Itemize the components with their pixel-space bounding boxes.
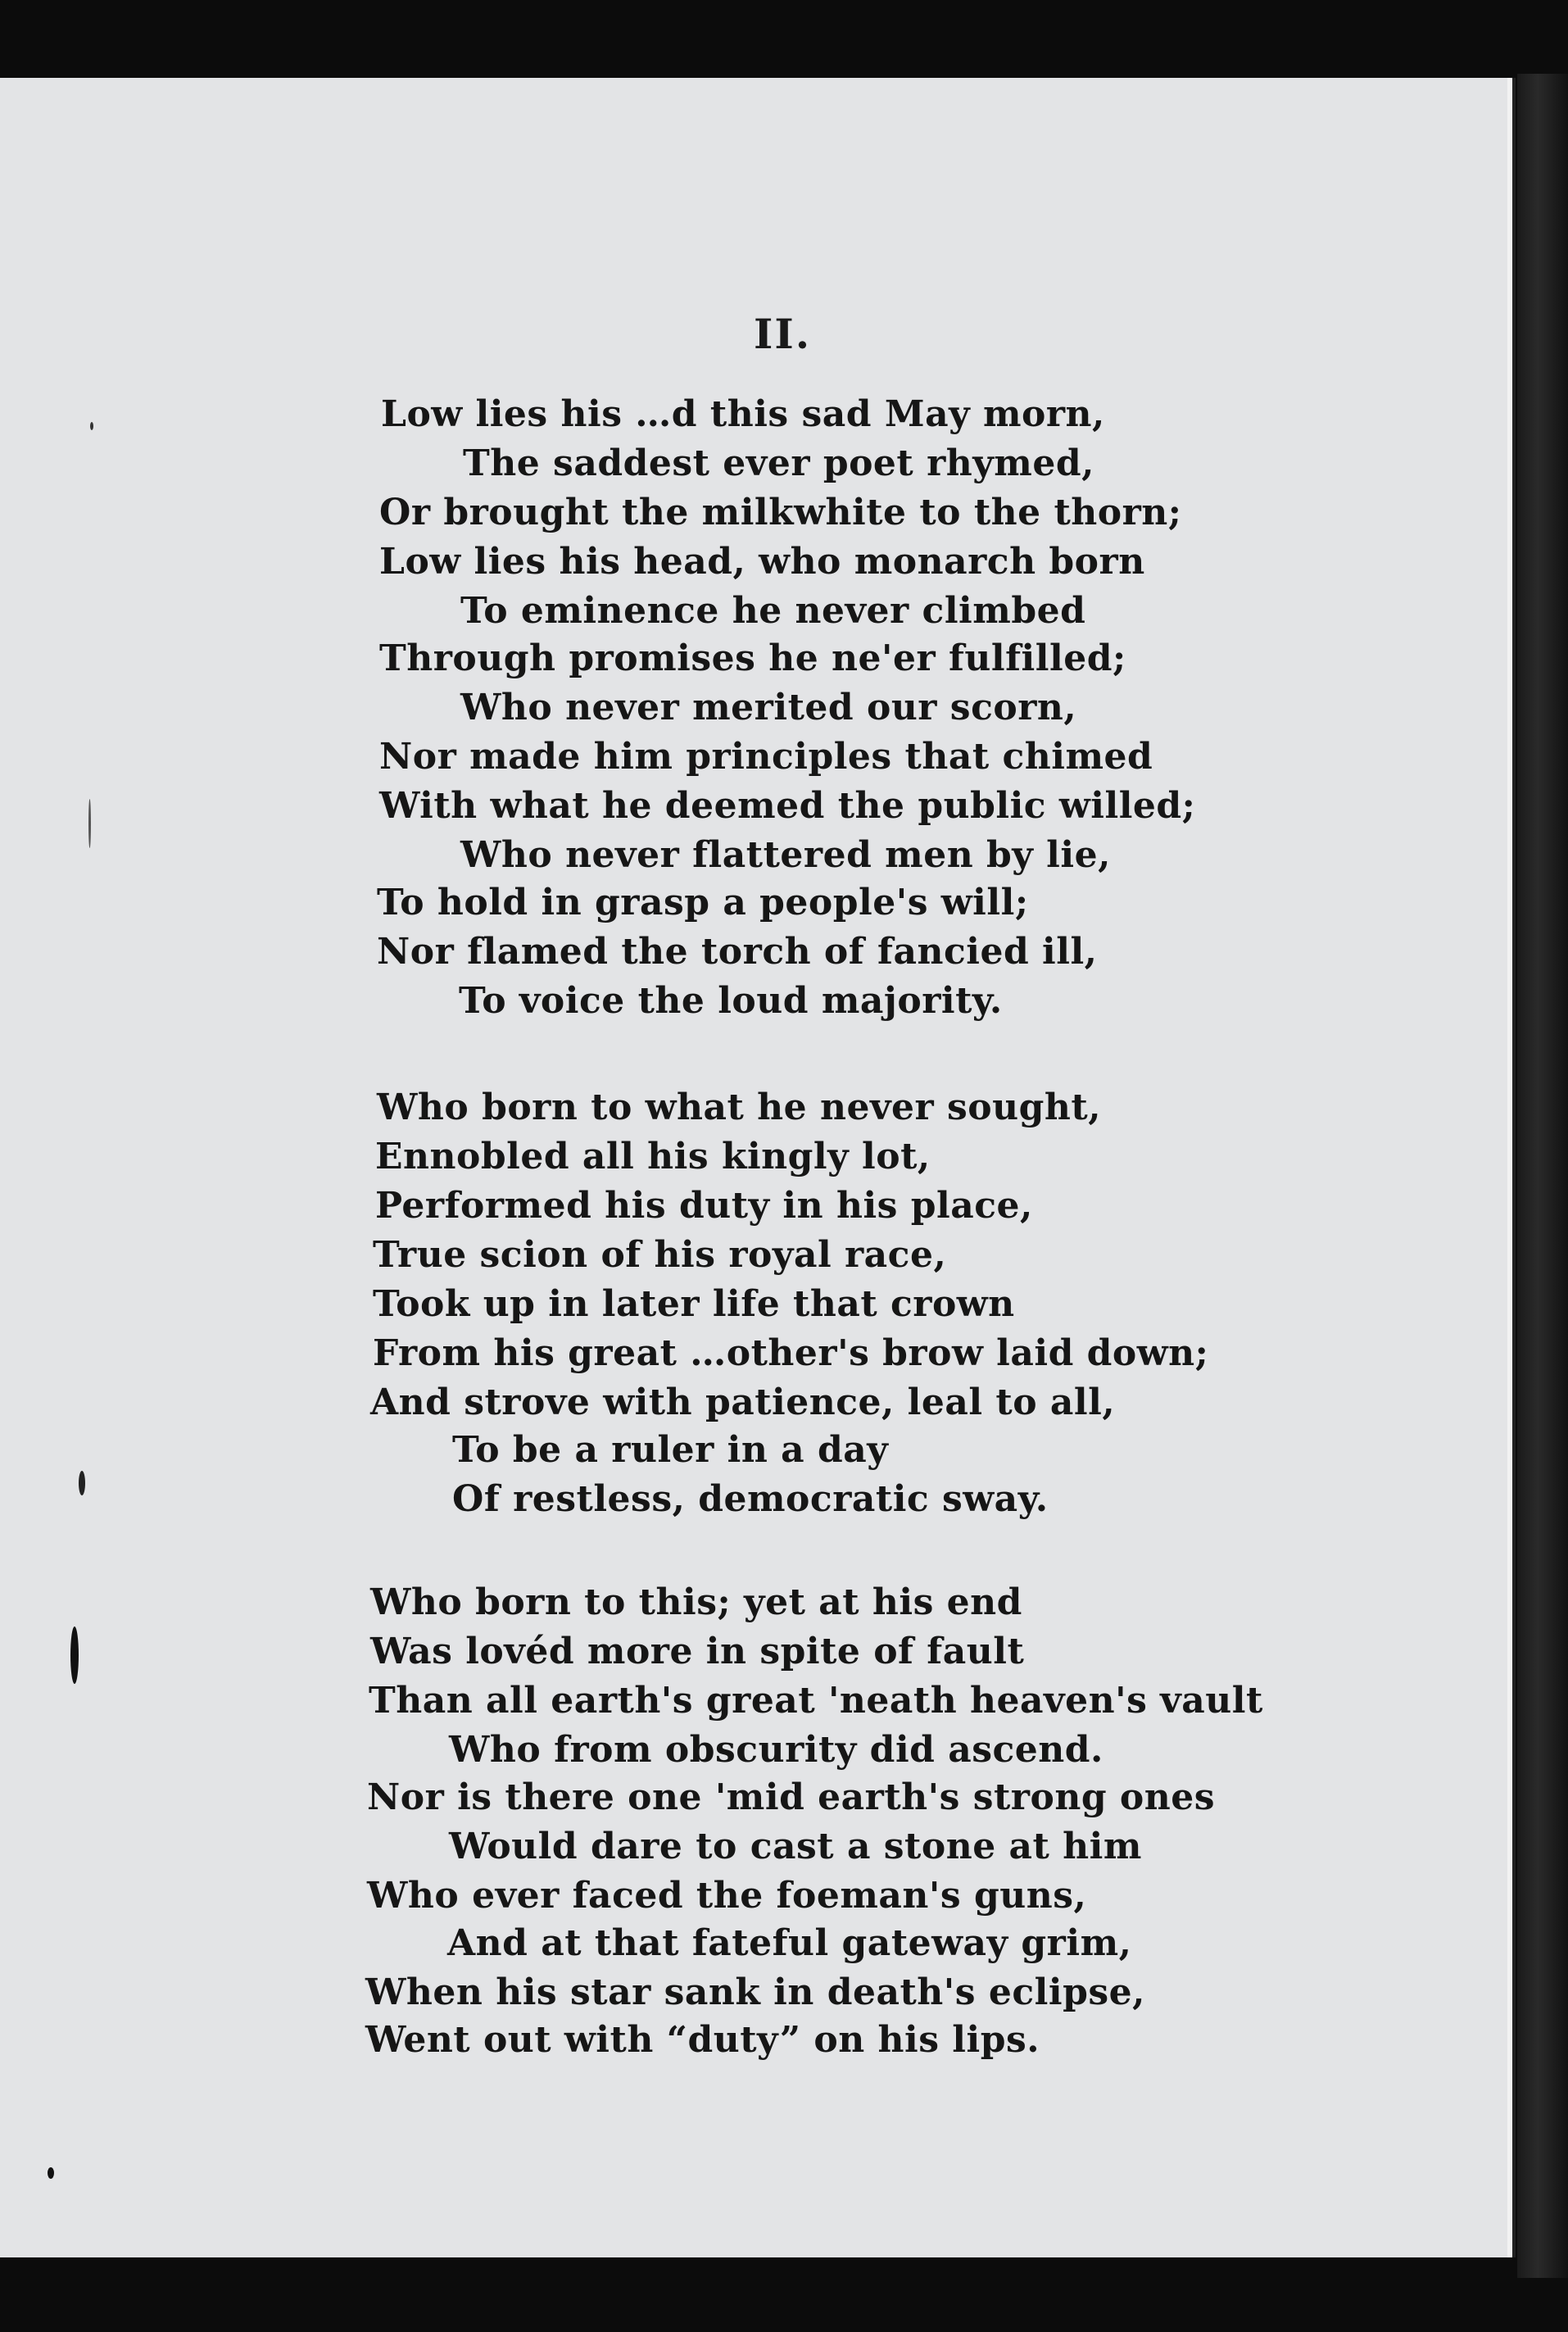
poem-line: When his star sank in death's eclipse, [365, 1971, 1145, 2013]
section-number: II. [754, 310, 812, 358]
poem-line: Than all earth's great 'neath heaven's vault [369, 1680, 1263, 1722]
book-edge [1517, 74, 1568, 2278]
poem-line: Nor made him principles that chimed [379, 736, 1153, 778]
poem-line: Who from obscurity did ascend. [449, 1729, 1103, 1771]
margin-speck [48, 2167, 54, 2179]
poem-line: To be a ruler in a day [452, 1429, 889, 1471]
poem-line: Who never merited our scorn, [460, 687, 1077, 728]
margin-speck [88, 799, 91, 848]
poem-line: Would dare to cast a stone at him [449, 1826, 1142, 1867]
poem-line: Was lovéd more in spite of fault [370, 1631, 1025, 1672]
margin-speck [90, 422, 93, 430]
poem-line: Who born to this; yet at his end [370, 1581, 1022, 1623]
poem-line: And strove with patience, leal to all, [370, 1382, 1116, 1423]
poem-line: Who born to what he never sought, [377, 1087, 1102, 1128]
poem-line: Nor is there one 'mid earth's strong ones [367, 1776, 1216, 1818]
poem-line: Who ever faced the foeman's guns, [367, 1875, 1087, 1917]
poem-line: To hold in grasp a people's will; [377, 882, 1029, 923]
poem-line: Or brought the milkwhite to the thorn; [379, 492, 1182, 533]
poem-line: Who never flattered men by lie, [460, 834, 1111, 876]
poem-line: With what he deemed the public willed; [379, 785, 1196, 827]
poem-line: Through promises he ne'er fulfilled; [379, 637, 1126, 679]
poem-line: The saddest ever poet rhymed, [463, 442, 1094, 484]
margin-speck [79, 1471, 85, 1495]
poem-line: To eminence he never climbed [460, 590, 1086, 632]
poem-line: And at that fateful gateway grim, [447, 1922, 1132, 1964]
poem-line: Of restless, democratic sway. [452, 1478, 1049, 1520]
poem-line: Low lies his …d this sad May morn, [381, 393, 1105, 435]
poem-line: Went out with “duty” on his lips. [365, 2019, 1040, 2061]
poem-line: True scion of his royal race, [373, 1234, 947, 1276]
poem-line: Nor flamed the torch of fancied ill, [377, 931, 1098, 973]
poem-line: Ennobled all his kingly lot, [375, 1136, 931, 1177]
poem-line: Took up in later life that crown [373, 1283, 1015, 1325]
poem-line: From his great …other's brow laid down; [373, 1332, 1209, 1374]
poem-line: Low lies his head, who monarch born [379, 541, 1145, 583]
margin-speck [70, 1627, 79, 1684]
poem-line: Performed his duty in his place, [375, 1185, 1033, 1227]
poem-line: To voice the loud majority. [459, 980, 1003, 1022]
